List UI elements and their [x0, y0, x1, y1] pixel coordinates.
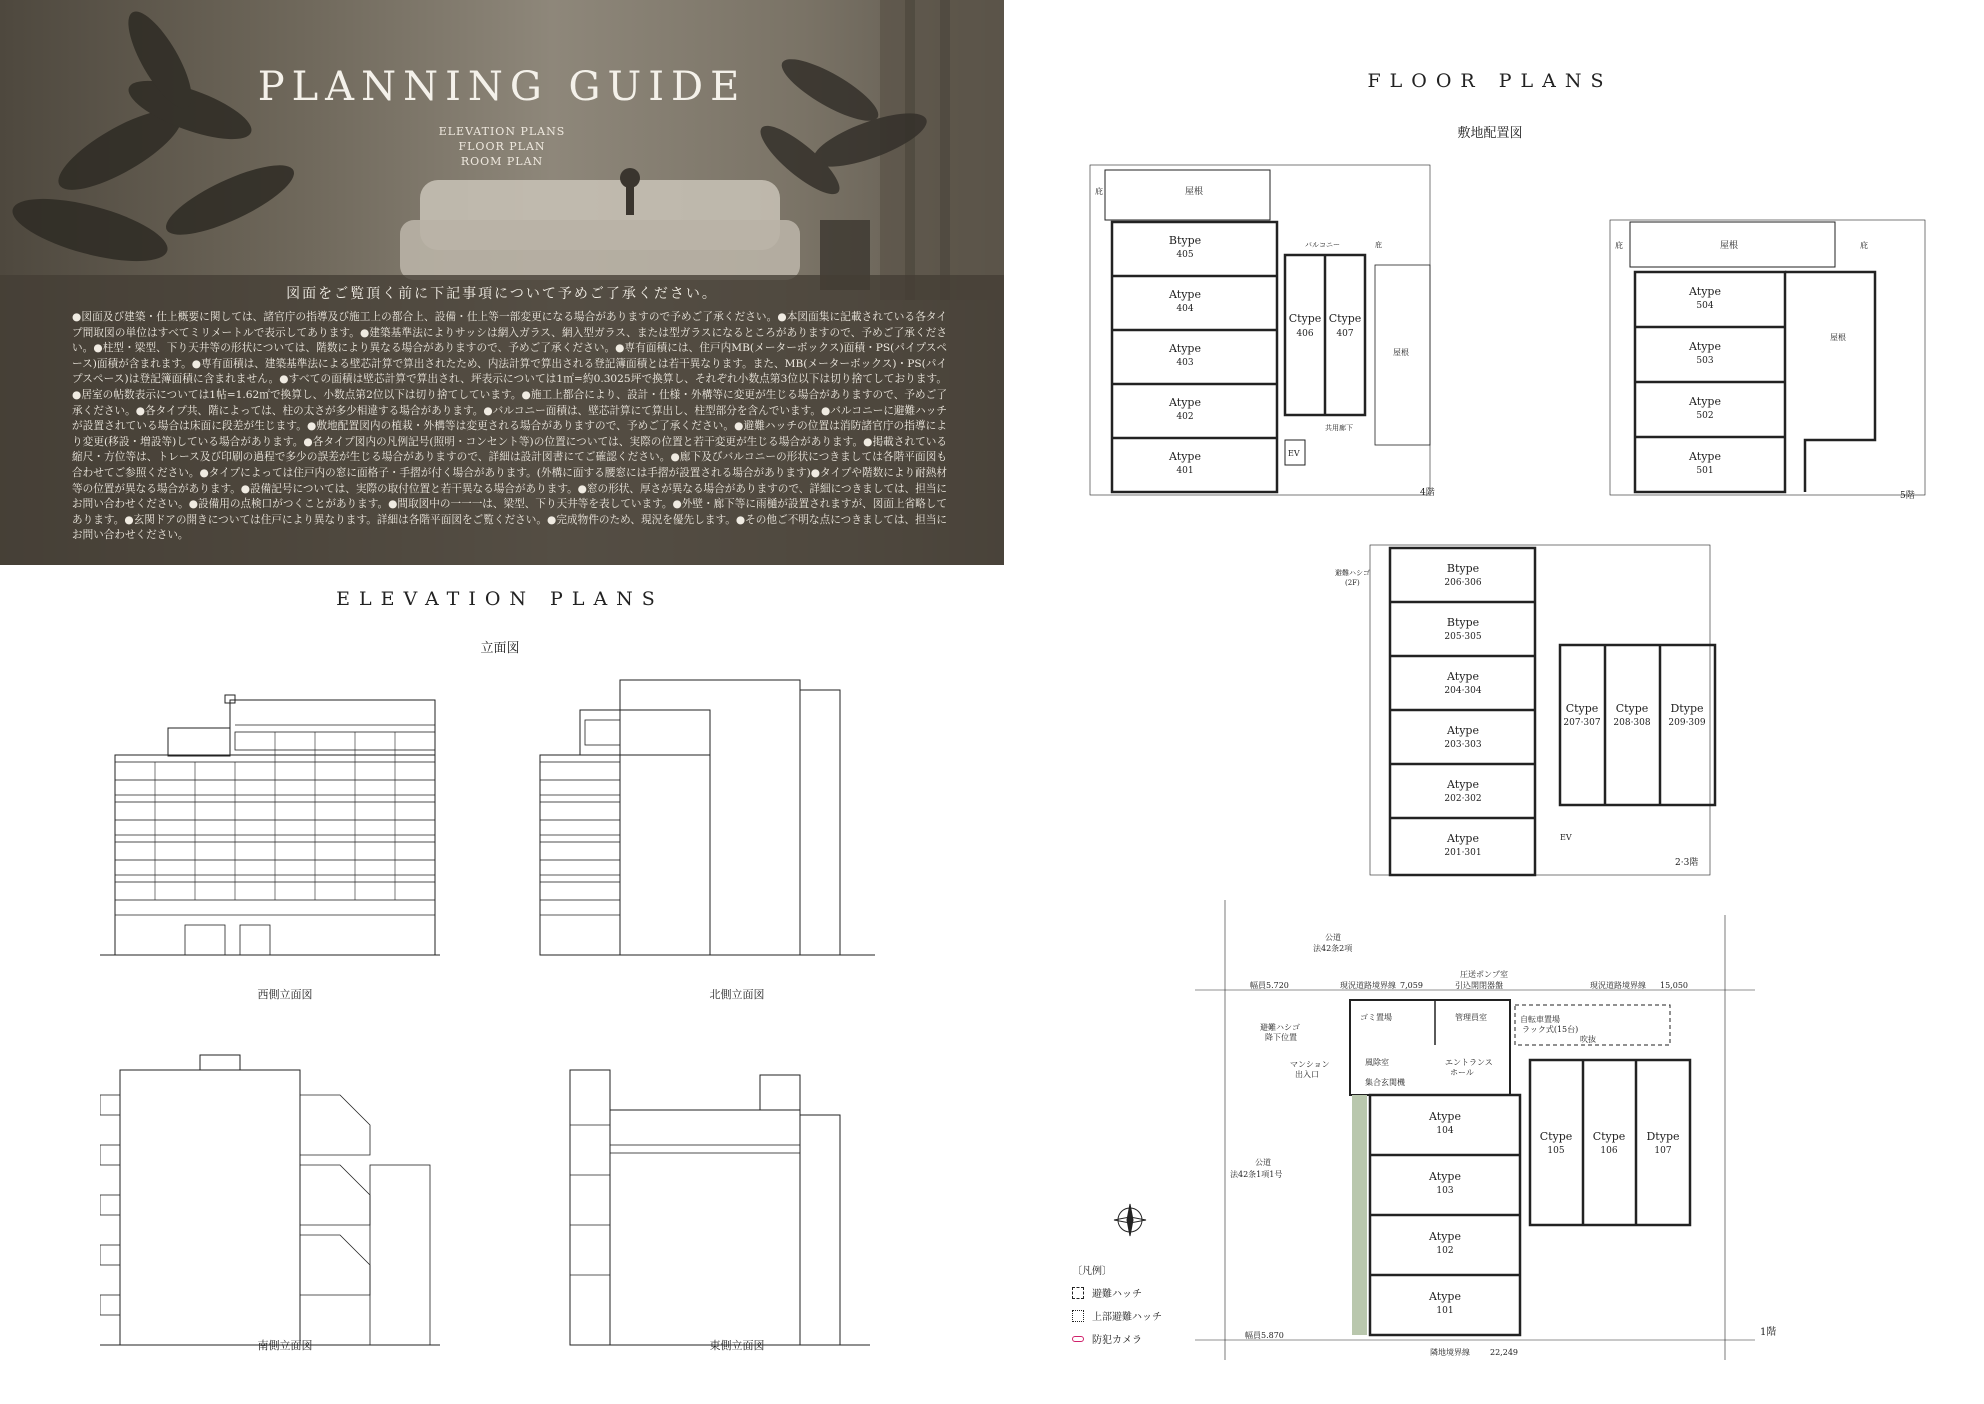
floor-5-label: 5階 [1900, 491, 1915, 500]
unit-209-no: 209·309 [1668, 718, 1706, 728]
hero-title: PLANNING GUIDE [257, 64, 747, 110]
roof-label: 屋根 [1185, 187, 1204, 197]
security-camera-icon [1072, 1336, 1084, 1342]
legend-label-upper-hatch: 上部避難ハッチ [1092, 1312, 1162, 1323]
compass-icon [1114, 1204, 1146, 1236]
unit-209-type: Dtype [1670, 702, 1704, 715]
unit-206-type: Btype [1446, 562, 1480, 575]
unit-202-no: 202·302 [1444, 794, 1482, 804]
descend-label: 降下位置 [1265, 1033, 1297, 1042]
eave-label-5f: 庇 [1615, 241, 1623, 250]
north-elevation [540, 680, 875, 955]
floor-plan-4f [1085, 160, 1445, 500]
floor-plans-title: FLOOR PLANS [1367, 70, 1613, 92]
unit-407-type: Ctype [1328, 312, 1362, 325]
notice-body: ●図面及び建築・仕上概要に関しては、諸官庁の指導及び施工上の都合上、設備・仕上等一部変更になる場合がありますので予めご了承ください。●本図面集に記載されている各タイプ間取図の単位はすべてミリメートルで表示してあります。●建築基準法によりサッシは網入ガラス、網入型ガラス、または型ガラスになるところがありますので、予めご了承ください。●柱型・梁型、下り天井等の形状については、階数により異なる場合がありますので、予めご了承ください。●専有面積には、住戸内MB(メーターボックス)面積・PS(パイプスペース)面積が含まれます。●専有面積は、建築基準法による壁芯計算で算出されたため、内法計算で算出される登記簿面積とは若干異なります。また、MB(メーターボックス)・PS(パイプスペース)は登記簿面積に含まれません。●すべての面積は壁芯計算で算出され、坪表示については1㎡=約0.3025坪で換算し、それぞれ小数点第3位以下は切り捨てしております。●居室の帖数表示については1帖=1.62㎡で換算し、小数点第2位以下は切り捨てしています。●施工上都合により、設計・仕様・外構等に変更が生じる場合がありますので、予めご了承ください。●各タイプ共、階によっては、柱の太さが多少相違する場合があります。●バルコニー面積は、壁芯計算にて算出し、柱型部分を含んでいます。●バルコニーに避難ハッチが設置されている場合は床面に段差が生じます。●敷地配置図内の植栽・外構等は変更される場合がありますので、予めご了承ください。●避難ハッチの位置は消防諸官庁の指導により変更(移設・増設等)している場合があります。●各タイプ図内の凡例記号(照明・コンセント等)の位置については、実際の位置と若干変更が生じる場合があります。●掲載されている縮尺・方位等は、トレース及び印刷の過程で多少の誤差が生じる場合がありますので、詳細は設計図書にてご確認ください。●廊下及びバルコニーの形状につきましては各階平面図も合わせてご参照ください。●タイプによっては住戸内の窓に面格子・手摺が付く場合があります。(外構に面する腰窓には手摺が設置される場合があります)●タイプや階数により耐熱材等の位置が異なる場合があります。●設備記号については、実際の取付位置と若干異なる場合があります。●窓の形状、厚さが異なる場合がありますので、詳細につきましては、担当にお問い合わせください。●設備用の点検口がつくことがあります。●間取図中の一一一は、梁型、下り天井等を表しています。●外壁・廊下等に雨樋が設置されますが、図面上省略してあります。●玄関ドアの開きについては住戸により異なります。詳細は各階平面図をご覧ください。●完成物件のため、現況を優先します。●その他ご不明な点につきましては、担当にお問い合わせください。 [72, 311, 947, 542]
unit-208-type: Ctype [1615, 702, 1649, 715]
legend-item-upper-hatch [1072, 1308, 1192, 1323]
eave-label: 庇 [1095, 187, 1103, 196]
escape-ladder-label: 避難ハシゴ [1335, 569, 1370, 577]
hero-subtitle-room: ROOM PLAN [460, 155, 544, 168]
caption-north: 北側立面図 [709, 988, 765, 1001]
site-boundary: 隣地境界線 [1430, 1348, 1470, 1357]
unit-203-type: Atype [1447, 724, 1479, 737]
hatch-icon [1072, 1287, 1084, 1299]
void-label: 吹抜 [1580, 1035, 1596, 1044]
upper-hatch-icon [1072, 1310, 1084, 1322]
unit-107-type: Dtype [1646, 1130, 1680, 1143]
unit-503-type: Atype [1689, 340, 1721, 353]
floor-plans-subtitle: 敷地配置図 [1457, 126, 1523, 141]
dim-7059: 7,059 [1400, 981, 1423, 990]
unit-502-type: Atype [1689, 395, 1721, 408]
unit-207-type: Ctype [1565, 702, 1599, 715]
width-5870: 幅員5.870 [1245, 1331, 1284, 1340]
unit-504-no: 504 [1696, 301, 1714, 311]
unit-106-type: Ctype [1592, 1130, 1626, 1143]
unit-207-no: 207·307 [1563, 718, 1601, 728]
ev-label-23f: EV [1560, 833, 1572, 842]
unit-201-type: Atype [1447, 832, 1479, 845]
public-road-left: 公道 [1255, 1158, 1271, 1167]
hero-subtitle-elevation: ELEVATION PLANS [438, 125, 566, 138]
unit-402-no: 402 [1176, 412, 1194, 422]
unit-401-type: Atype [1169, 450, 1201, 463]
unit-102-no: 102 [1436, 1246, 1454, 1256]
legend-label-camera: 防犯カメラ [1092, 1335, 1142, 1346]
bicycle-label: 自転車置場 [1520, 1015, 1560, 1024]
garbage-label: ゴミ置場 [1360, 1013, 1392, 1022]
unit-402-type: Atype [1169, 396, 1201, 409]
unit-203-no: 203·303 [1444, 740, 1482, 750]
entrance-label: エントランス [1445, 1058, 1493, 1067]
unit-405-type: Btype [1168, 234, 1202, 247]
ev-label: EV [1288, 449, 1300, 458]
legend-label-hatch: 避難ハッチ [1092, 1289, 1142, 1300]
west-elevation [100, 695, 440, 955]
hall-label: ホール [1450, 1068, 1474, 1077]
unit-202-type: Atype [1447, 778, 1479, 791]
floor-plan-2-3f [1335, 540, 1735, 880]
unit-404-type: Atype [1169, 288, 1201, 301]
unit-406-no: 406 [1296, 329, 1314, 339]
escape-ladder-1f: 避難ハシゴ [1260, 1023, 1300, 1032]
floor-4-label: 4階 [1420, 488, 1435, 498]
elevation-title: ELEVATION PLANS [336, 588, 664, 610]
unit-405-no: 405 [1176, 250, 1194, 260]
notice-heading: 図面をご覧頂く前に下記事項について予めご了承ください。 [286, 286, 718, 302]
hero-subtitle-floor: FLOOR PLAN [458, 140, 546, 153]
unit-403-no: 403 [1176, 358, 1194, 368]
floor-plan-5f [1605, 200, 1930, 500]
unit-101-no: 101 [1436, 1306, 1454, 1316]
unit-104-no: 104 [1436, 1126, 1454, 1136]
unit-104-type: Atype [1429, 1110, 1461, 1123]
public-road-top: 公道 [1325, 933, 1341, 942]
caption-south: 南側立面図 [257, 1339, 313, 1352]
unit-404-no: 404 [1176, 304, 1194, 314]
unit-205-type: Btype [1446, 616, 1480, 629]
pressure-pump: 圧送ポンプ室 [1460, 970, 1508, 979]
unit-101-type: Atype [1429, 1290, 1461, 1303]
corridor-label: 共用廊下 [1325, 424, 1353, 432]
current-road-boundary-right: 現況道路境界線 [1590, 981, 1646, 990]
unit-102-type: Atype [1429, 1230, 1461, 1243]
width-5720: 幅員5.720 [1250, 981, 1289, 990]
unit-103-no: 103 [1436, 1186, 1454, 1196]
floor-2-3-label: 2·3階 [1675, 858, 1699, 868]
entry-label: 出入口 [1295, 1070, 1319, 1079]
road-law-top: 法42条2項 [1313, 944, 1353, 953]
unit-106-no: 106 [1600, 1146, 1618, 1156]
unit-406-type: Ctype [1288, 312, 1322, 325]
unit-403-type: Atype [1169, 342, 1201, 355]
unit-201-no: 201·301 [1444, 848, 1482, 858]
unit-407-no: 407 [1336, 329, 1354, 339]
south-elevation [100, 1055, 440, 1345]
unit-502-no: 502 [1696, 411, 1714, 421]
unit-208-no: 208·308 [1613, 718, 1651, 728]
balcony-label: バルコニー [1305, 241, 1340, 249]
mailbox-label: 集合玄関機 [1365, 1078, 1405, 1087]
legend-item-camera [1072, 1331, 1192, 1346]
unit-204-type: Atype [1447, 670, 1479, 683]
unit-103-type: Atype [1429, 1170, 1461, 1183]
unit-504-type: Atype [1689, 285, 1721, 298]
east-elevation [570, 1070, 870, 1345]
unit-107-no: 107 [1654, 1146, 1672, 1156]
unit-401-no: 401 [1176, 466, 1194, 476]
mansion-label: マンション [1290, 1060, 1330, 1069]
set-back: 引込開閉器盤 [1455, 981, 1503, 990]
legend [1072, 1262, 1192, 1346]
elevation-subtitle: 立面図 [480, 641, 520, 656]
unit-105-type: Ctype [1539, 1130, 1573, 1143]
unit-206-no: 206·306 [1444, 578, 1482, 588]
dim-15050: 15,050 [1660, 981, 1688, 990]
unit-503-no: 503 [1696, 356, 1714, 366]
unit-205-no: 205·305 [1444, 632, 1482, 642]
legend-item-hatch [1072, 1285, 1192, 1300]
road-law-left: 法42条1項1号 [1230, 1170, 1283, 1179]
unit-105-no: 105 [1547, 1146, 1565, 1156]
caption-east: 東側立面図 [709, 1339, 765, 1352]
elevation-drawings [100, 670, 920, 1370]
escape-ladder-floor: (2F) [1345, 579, 1360, 587]
rack-label: ラック式(15台) [1522, 1025, 1579, 1034]
unit-501-type: Atype [1689, 450, 1721, 463]
unit-501-no: 501 [1696, 466, 1714, 476]
floor-1-label: 1階 [1760, 1327, 1777, 1338]
roof-label-right: 屋根 [1393, 348, 1409, 357]
mgmt-label: 管理員室 [1455, 1013, 1487, 1022]
caption-west: 西側立面図 [257, 988, 313, 1001]
roof-label-5f: 屋根 [1720, 241, 1739, 251]
eave-label-5f-right: 庇 [1860, 241, 1868, 250]
windbreak-label: 風除室 [1365, 1058, 1389, 1067]
roof-label-5f-mid: 屋根 [1830, 333, 1846, 342]
current-road-boundary: 現況道路境界線 [1340, 981, 1396, 990]
unit-204-no: 204·304 [1444, 686, 1482, 696]
eave-label-right: 庇 [1375, 241, 1382, 249]
dim-22249: 22,249 [1490, 1348, 1518, 1357]
legend-title: 〔凡例〕 [1072, 1266, 1112, 1277]
